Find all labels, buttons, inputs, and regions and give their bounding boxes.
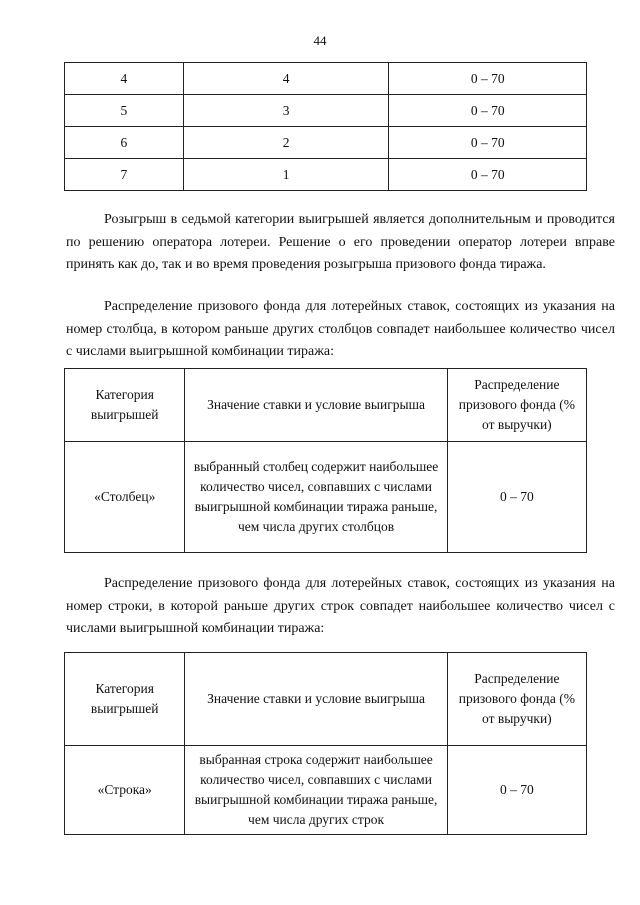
- numbers-cell: 1: [183, 159, 389, 191]
- numbers-cell: 4: [183, 63, 389, 95]
- row-prize-table: [64, 652, 587, 835]
- percent-cell: 0 – 70: [447, 746, 586, 835]
- table-row: [65, 159, 587, 191]
- table-row: [65, 746, 587, 835]
- paragraph-seventh-category: Розыгрыш в седьмой категории выигрышей является дополнительным и проводится по решению оператора лотереи. Решение о его проведении оператор лотереи вправе принять как до, так и во время проведения розыгрыша призового фонда тиража.: [66, 212, 615, 272]
- table-row: [65, 442, 587, 553]
- category-cell: «Столбец»: [65, 442, 185, 553]
- percent-cell: 0 – 70: [389, 63, 587, 95]
- paragraph-row-distribution: Распределение призового фонда для лотерейных ставок, состоящих из указания на номер строки, в которой раньше других строк совпадет наибольшее количество чисел с числами выигрышной комбинации тиража:: [66, 576, 615, 636]
- numbers-cell: 2: [183, 127, 389, 159]
- page-number: 44: [313, 33, 327, 48]
- category-cell: 4: [65, 63, 184, 95]
- table-row: [65, 63, 587, 95]
- condition-cell: выбранная строка содержит наибольшее количество чисел, совпавших с числами выигрышной комбинации тиража раньше, чем числа других строк: [185, 746, 447, 835]
- table-header-row: [65, 369, 587, 442]
- table-row: [65, 95, 587, 127]
- column-prize-table: [64, 368, 587, 553]
- prize-table: [64, 62, 587, 191]
- header-distribution: Распределение призового фонда (% от выручки): [447, 653, 586, 746]
- category-cell: 6: [65, 127, 184, 159]
- percent-cell: 0 – 70: [389, 127, 587, 159]
- category-cell: 5: [65, 95, 184, 127]
- condition-cell: выбранный столбец содержит наибольшее количество чисел, совпавших с числами выигрышной комбинации тиража раньше, чем числа других столбцов: [185, 442, 447, 553]
- header-distribution: Распределение призового фонда (% от выручки): [447, 369, 586, 442]
- table-row: [65, 127, 587, 159]
- percent-cell: 0 – 70: [389, 159, 587, 191]
- header-condition: Значение ставки и условие выигрыша: [185, 653, 447, 746]
- category-cell: «Строка»: [65, 746, 185, 835]
- percent-cell: 0 – 70: [447, 442, 586, 553]
- header-condition: Значение ставки и условие выигрыша: [185, 369, 447, 442]
- header-category: Категория выигрышей: [65, 653, 185, 746]
- numbers-cell: 3: [183, 95, 389, 127]
- table-header-row: [65, 653, 587, 746]
- header-category: Категория выигрышей: [65, 369, 185, 442]
- percent-cell: 0 – 70: [389, 95, 587, 127]
- paragraph-column-distribution: Распределение призового фонда для лотерейных ставок, состоящих из указания на номер столбца, в котором раньше других столбцов совпадет наибольшее количество чисел с числами выигрышной комбинации тиража:: [66, 299, 615, 359]
- category-cell: 7: [65, 159, 184, 191]
